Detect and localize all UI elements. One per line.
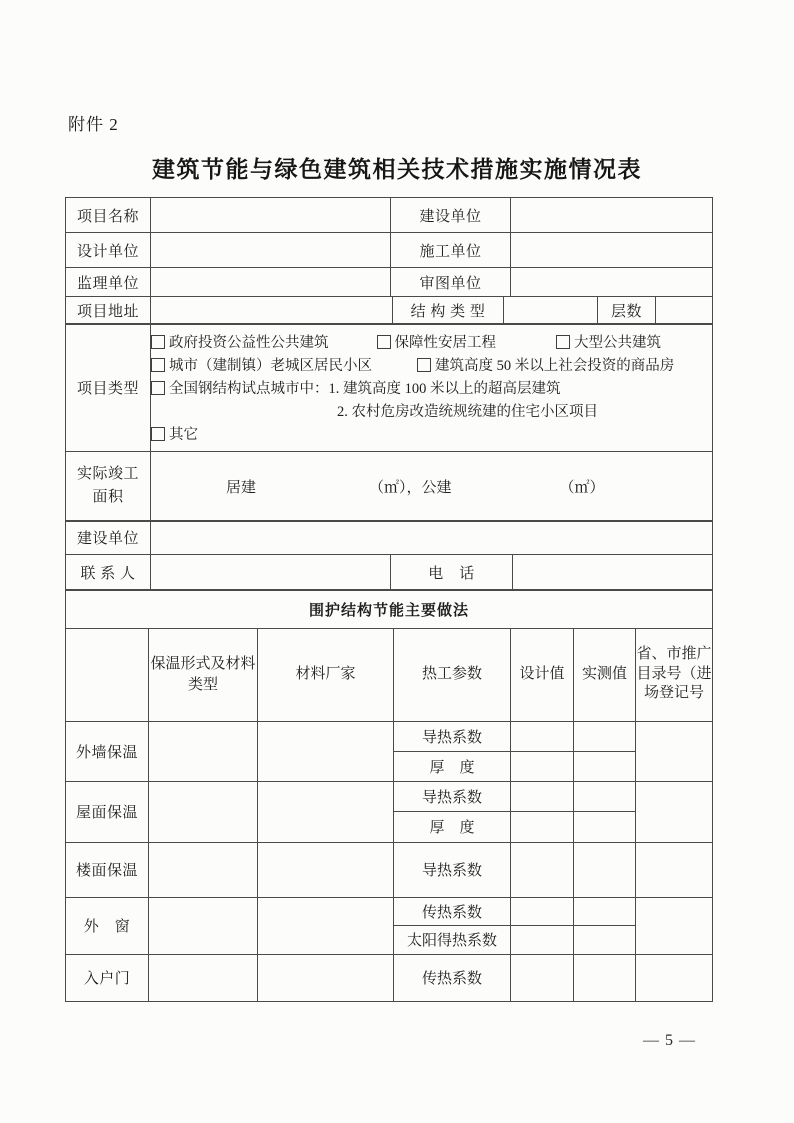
field-label: 建设单位 [391,198,511,233]
measured-value-cell [574,811,636,842]
row-label-cell: 屋面保温 [66,781,149,842]
param-cell: 传热系数 [394,897,511,925]
option [377,331,497,352]
field-label: 层数 [598,296,656,324]
measured-value-cell [574,721,636,751]
catalog-no-cell [636,954,713,1001]
header-cell: 保温形式及材料类型 [149,628,258,721]
field-label: 审图单位 [391,268,511,297]
option-label: 2. 农村危房改造统规统建的住宅小区项目 [337,404,598,420]
field-label: 设计单位 [66,233,151,268]
manufacturer-cell [258,954,394,1001]
row-label-cell: 入户门 [66,954,149,1001]
option-label: 大型公共建筑 [574,335,661,351]
project-info-table [65,197,713,297]
field-label: 电 话 [391,554,513,590]
field-label: 结 构 类 型 [393,296,504,324]
field-value-cell [511,198,713,233]
catalog-no-cell [636,897,713,954]
section-title: 围护结构节能主要做法 [66,590,713,629]
project-type-options [151,324,713,452]
option-label: 政府投资公益性公共建筑 [169,335,329,351]
manufacturer-cell [258,781,394,842]
param-cell: 厚 度 [394,751,511,781]
header-cell: 省、市推广目录号（进场登记号 [636,628,713,721]
field-value-cell [151,296,393,324]
field-label: 项目地址 [66,296,151,324]
design-value-cell [511,781,574,811]
field-value-cell [151,554,391,590]
contact-row-table [65,554,713,591]
checkbox-icon [151,358,165,372]
field-value-cell [151,521,713,555]
measured-value-cell [574,751,636,781]
field-value-cell [151,268,391,297]
row-label-cell: 外 窗 [66,897,149,954]
header-cell: 材料厂家 [258,628,394,721]
checkbox-icon [151,427,165,441]
field-label: 建设单位 [66,521,151,555]
row-label-cell: 外墙保温 [66,721,149,781]
option [151,377,561,398]
catalog-no-cell [636,721,713,781]
insulation-type-cell [149,842,258,897]
manufacturer-cell [258,842,394,897]
table-row [66,198,713,233]
option-line [151,399,712,422]
option-line [151,330,712,353]
option [151,354,372,375]
option-label: 建筑高度 50 米以上社会投资的商品房 [435,358,675,374]
field-value-cell [151,233,391,268]
document-title: 建筑节能与绿色建筑相关技术措施实施情况表 [152,156,642,182]
section-header-table [65,589,713,629]
field-value-cell [511,233,713,268]
option-label: 其它 [169,427,198,443]
measured-value-cell [574,925,636,954]
option-line [151,422,712,445]
header-cell: 热工参数 [394,628,511,721]
option [417,354,674,375]
design-value-cell [511,954,574,1001]
design-value-cell [511,721,574,751]
option-label: 全国钢结构试点城市中：1. 建筑高度 100 米以上的超高层建筑 [169,381,561,397]
area-segment: （㎡） [559,479,605,496]
design-value-cell [511,897,574,925]
page-number: — 5 — [643,1032,696,1049]
param-cell: 厚 度 [394,811,511,842]
field-value-cell [656,296,713,324]
param-cell: 导热系数 [394,721,511,751]
envelope-header-row [66,628,713,721]
table-row [66,590,713,629]
measured-value-cell [574,897,636,925]
field-label: 联 系 人 [66,554,151,590]
insulation-type-cell [149,721,258,781]
param-cell: 导热系数 [394,781,511,811]
option [556,331,661,352]
field-label: 施工单位 [391,233,511,268]
field-label [66,451,151,521]
builder-row-table [65,520,713,555]
field-label-line: 面积 [92,489,124,505]
option-line [151,353,712,376]
envelope-row [66,781,713,811]
field-label-line: 实际竣工 [76,465,139,482]
area-value-cell [151,451,713,521]
header-cell [66,628,149,721]
option-continuation [337,400,598,421]
envelope-row [66,842,713,897]
table-row [66,268,713,297]
measured-value-cell [574,781,636,811]
field-value-cell [511,268,713,297]
envelope-row [66,721,713,751]
param-cell: 导热系数 [394,842,511,897]
option-label: 城市（建制镇）老城区居民小区 [169,358,372,374]
field-value-cell [504,296,598,324]
design-value-cell [511,842,574,897]
field-label: 监理单位 [66,268,151,297]
address-row-table [65,296,713,325]
param-cell: 太阳得热系数 [394,925,511,954]
attachment-label: 附件 2 [68,115,119,134]
table-row [66,233,713,268]
area-line [151,476,712,497]
option-line [151,376,712,399]
measured-value-cell [574,954,636,1001]
insulation-type-cell [149,954,258,1001]
option-label: 保障性安居工程 [394,335,496,351]
table-row [66,521,713,555]
field-value-cell [513,554,713,590]
checkbox-icon [556,335,570,349]
area-segment: 居建 [226,479,257,496]
param-cell: 传热系数 [394,954,511,1001]
header-cell: 实测值 [574,628,636,721]
table-row [66,554,713,590]
table-row [66,451,713,521]
area-segment: （㎡），公建 [369,479,452,496]
row-label-cell: 楼面保温 [66,842,149,897]
envelope-row [66,897,713,925]
field-value-cell [151,198,391,233]
manufacturer-cell [258,721,394,781]
completed-area-table [65,451,713,522]
checkbox-icon [417,358,431,372]
table-row [66,324,713,452]
design-value-cell [511,811,574,842]
checkbox-icon [377,335,391,349]
manufacturer-cell [258,897,394,954]
checkbox-icon [151,335,165,349]
project-type-table [65,323,713,452]
field-label: 项目名称 [66,198,151,233]
envelope-row [66,954,713,1001]
table-row [66,296,713,324]
catalog-no-cell [636,842,713,897]
header-cell: 设计值 [511,628,574,721]
design-value-cell [511,751,574,781]
design-value-cell [511,925,574,954]
option [151,423,198,444]
envelope-table [65,628,713,1002]
catalog-no-cell [636,781,713,842]
option [151,331,329,352]
checkbox-icon [151,381,165,395]
measured-value-cell [574,842,636,897]
insulation-type-cell [149,781,258,842]
insulation-type-cell [149,897,258,954]
field-label: 项目类型 [66,324,151,452]
